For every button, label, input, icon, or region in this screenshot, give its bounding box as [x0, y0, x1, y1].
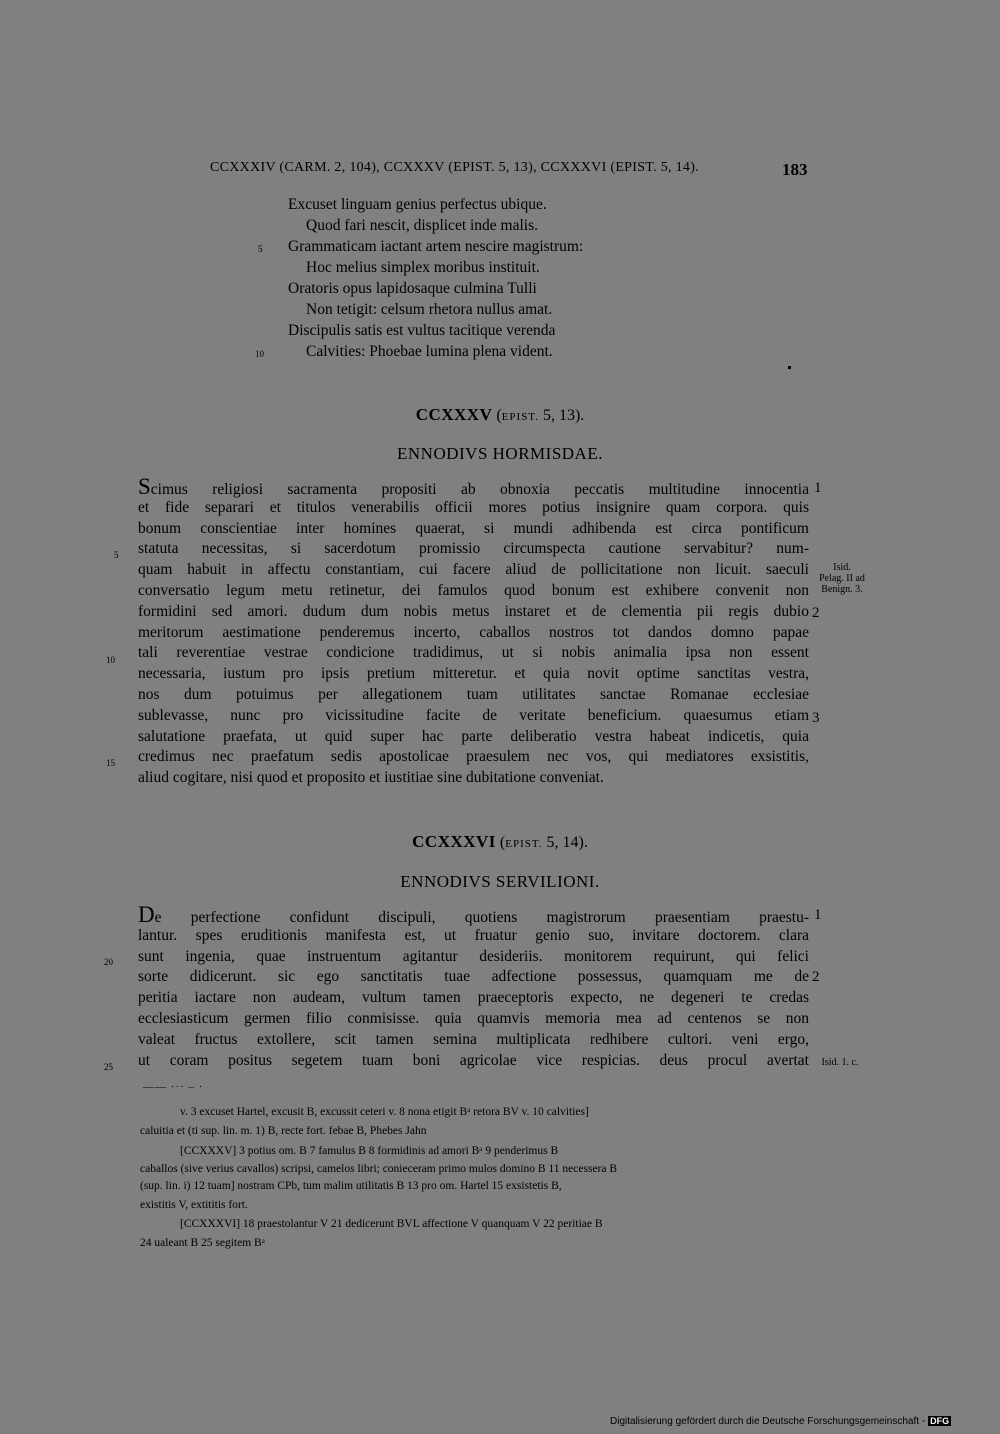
page-number: 183	[782, 160, 808, 179]
stray-mark	[788, 366, 791, 369]
poem-line: Non tetigit: celsum rhetora nullus amat.	[306, 301, 553, 318]
section-title: ENNODIVS HORMISDAE.	[397, 444, 603, 463]
initial-letter: D	[138, 902, 155, 927]
line-number: 25	[104, 1062, 113, 1072]
text-line: peritia iactare non audeam, vultum tamen praeceptoris expecto, ne degeneri te credas	[138, 989, 809, 1007]
text-line: valeat fructus extollere, scit tamen semina multiplicata redhibere cultori. veni ergo,	[138, 1030, 809, 1048]
apparatus-line: [CCXXXVI] 18 praestolantur V 21 dedicerunt BVL affectione V quanquam V 22 peritiae B	[180, 1218, 603, 1230]
text-line: sorte didicerunt. sic ego sanctitatis tuae adfectione possessus, quamquam me de	[138, 968, 809, 986]
text-line: sublevasse, nunc pro vicissitudine facite de veritate beneficium. quaesumus etiam	[138, 706, 809, 724]
text-line: meritorum aestimatione penderemus incerto, caballos nostros tot dandos domno papae	[138, 623, 809, 641]
text-line: et fide separari et titulos venerabilis officii mores potius insignire quam corpora. quis	[138, 498, 809, 516]
apparatus-line: 24 ualeant B 25 segitem Bᵃ	[140, 1237, 265, 1249]
paragraph-number: 2	[812, 605, 820, 621]
section-number: CCXXXVI	[412, 832, 496, 851]
line-number: 15	[106, 758, 115, 768]
paragraph-number: 1	[814, 907, 822, 923]
text-line: Scimus religiosi sacramenta propositi ab obnoxia peccatis multitudine innocentia	[138, 474, 809, 499]
letter-text	[138, 474, 809, 789]
section-heading	[0, 405, 1000, 425]
text-line: aliud cogitare, nisi quod et proposito et iustitiae sine dubitatione conveniat.	[138, 769, 604, 787]
text-line: bonum conscientiae inter homines quaerat, si mundi adhibenda est circa pontificum	[138, 519, 809, 537]
line-number: 5	[114, 550, 119, 560]
line-number: 10	[106, 655, 115, 665]
dfg-logo: DFG	[930, 1416, 950, 1426]
poem-line: Hoc melius simplex moribus instituit.	[306, 259, 540, 276]
text-line: lantur. spes eruditionis manifesta est, ut fruatur genio suo, invitare doctorem. clara	[138, 926, 809, 944]
poem-line: Discipulis satis est vultus tacitique verenda	[288, 322, 556, 339]
apparatus-line: [CCXXXV] 3 potius om. B 7 famulus B 8 formidinis ad amori Bᵃ 9 penderimus B	[180, 1145, 559, 1157]
text-line: credimus nec praefatum sedis apostolicae praesulem nec vos, qui mediatores exsistitis,	[138, 748, 809, 766]
text-line: De perfectione confidunt discipuli, quotiens magistrorum praesentiam praestu-	[138, 902, 809, 927]
apparatus-line: caluitia et (ti sup. lin. m. 1) B, recte fort. febae B, Phebes Jahn	[140, 1125, 427, 1137]
poem-line: Excuset linguam genius perfectus ubique.	[288, 196, 547, 213]
paragraph-number: 1	[814, 480, 822, 496]
poem-line: Oratoris opus lapidosaque culmina Tulli	[288, 280, 537, 297]
text-line: conversatio legum metu retinetur, dei famulos quod bonum est exhibere convenit non	[138, 581, 809, 599]
text-line: ut coram positus segetem tuam boni agricolae vice respicias. deus procul avertat	[138, 1051, 809, 1069]
text-line: nos dum potuimus per allegationem tuam utilitates sanctae Romanae ecclesiae	[138, 685, 809, 703]
text-line: salutatione praefata, ut quid super hac parte deliberatio vestra habeat indicetis, quia	[138, 727, 809, 745]
section-number: CCXXXV	[415, 405, 493, 424]
apparatus-line: (sup. lin. i) 12 tuam] nostram CPb, tum malim utilitatis B 13 pro om. Hartel 15 exsistetis B,	[140, 1180, 562, 1192]
poem-line: Calvities: Phoebae lumina plena vident.	[306, 343, 553, 360]
apparatus-rule: —— ··· – ·	[143, 1081, 204, 1093]
apparatus-line: v. 3 excuset Hartel, excusit B, excussit ceteri v. 8 nona etigit Bᵃ retora BV v. 10 calvities]	[180, 1106, 589, 1118]
text-line: tali reverentiae vestrae condicione tradidimus, ut si nobis animalia ipsa non essent	[138, 644, 809, 662]
poem-line: Grammaticam iactant artem nescire magistrum:	[288, 238, 584, 255]
footer-text: Digitalisierung gefördert durch die Deutsche Forschungsgemeinschaft -	[610, 1416, 926, 1427]
text-line: ecclesiasticum germen filio conmisisse. quia quamvis memoria mea ad centenos se non	[138, 1009, 809, 1027]
poem-line: Quod fari nescit, displicet inde malis.	[306, 217, 539, 234]
paragraph-number: 3	[812, 710, 820, 726]
margin-note: Isid. 1. c.	[821, 1057, 859, 1068]
section-title: ENNODIVS SERVILIONI.	[400, 872, 600, 891]
letter-text	[138, 902, 809, 1071]
line-number: 5	[258, 244, 263, 254]
text-line: quam habuit in affectu constantiam, cui facere aliud de pollicitatione non licuit. saeculi	[138, 561, 809, 579]
text-line: formidini sed amori. dudum dum nobis metus instaret et de clementia pii regis dubio	[138, 602, 809, 620]
paragraph-number: 2	[812, 969, 820, 985]
apparatus-line: existitis V, extititis fort.	[140, 1199, 248, 1211]
text-line: sunt ingenia, quae instruentum agitantur desideriis. monitorem requirunt, qui felici	[138, 947, 809, 965]
line-number: 10	[255, 349, 264, 359]
apparatus-line: caballos (sive verius cavallos) scripsi, camelos libri; conieceram primo mulos domino B 11 necessera B	[140, 1163, 618, 1175]
funding-footer	[610, 1416, 951, 1427]
text-line: statuta necessitas, si sacerdotum promissio circumspecta cautione servabitur? num-	[138, 540, 809, 558]
line-number: 20	[104, 957, 113, 967]
section-ref: (EPIST. 5, 14).	[499, 834, 588, 851]
initial-letter: S	[138, 474, 151, 499]
margin-note: Isid. Pelag. II ad Benign. 3.	[819, 562, 865, 595]
section-heading	[0, 832, 1000, 852]
text-line: necessaria, iustum pro ipsis pretium mitteretur. et quia novit optime sanctitas vestra,	[138, 665, 809, 683]
section-ref: (EPIST. 5, 13).	[496, 407, 585, 424]
running-head: CCXXXIV (CARM. 2, 104), CCXXXV (EPIST. 5, 13), CCXXXVI (EPIST. 5, 14).	[210, 160, 699, 175]
